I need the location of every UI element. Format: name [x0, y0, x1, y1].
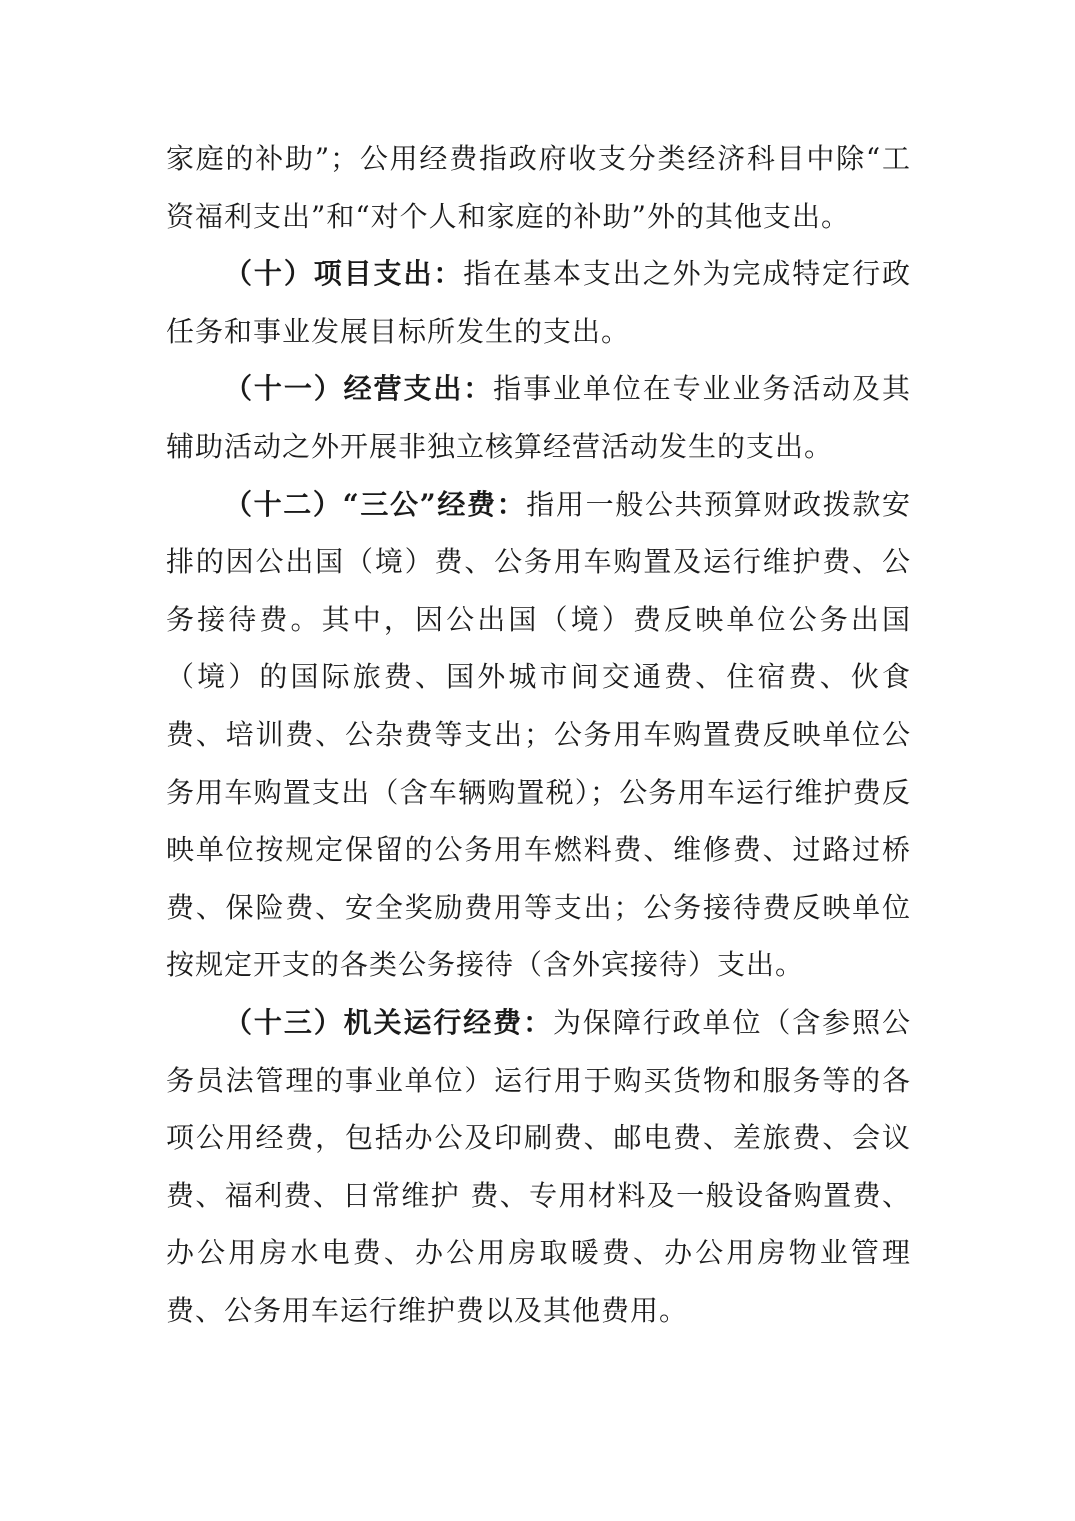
document-body: [166, 130, 911, 1339]
paragraph-heading: （十二）“三公”经费：: [224, 487, 527, 521]
paragraph-heading: （十三）机关运行经费：: [224, 1005, 553, 1039]
paragraph-text: 指用一般公共预算财政拨款安排的因公出国（境）费、公务用车购置及运行维护费、公务接待费。其中，因公出国（境）费反映单位公务出国（境）的国际旅费、国外城市间交通费、住宿费、伙食费、培训费、公杂费等支出；公务用车购置费反映单位公务用车购置支出（含车辆购置税）；公务用车运行维护费反映单位按规定保留的公务用车燃料费、维修费、过路过桥费、保险费、安全奖励费用等支出；公务接待费反映单位按规定开支的各类公务接待（含外宾接待）支出。: [166, 487, 911, 982]
paragraph-heading: （十）项目支出：: [224, 257, 464, 291]
paragraph-text: 指事业单位在专业业务活动及其辅助活动之外开展非独立核算经营活动发生的支出。: [166, 372, 911, 463]
paragraph-text: 为保障行政单位（含参照公务员法管理的事业单位）运行用于购买货物和服务等的各项公用经费，包括办公及印刷费、邮电费、差旅费、会议费、福利费、日常维护 费、专用材料及一般设备购置费、办公用房水电费、办公用房取暖费、办公用房物业管理费、公务用车运行维护费以及其他费用。: [166, 1005, 911, 1327]
paragraph-project-expenditure: [166, 245, 911, 360]
paragraph-three-public-expenses: [166, 476, 911, 994]
paragraph-agency-operating-funds: [166, 994, 911, 1340]
paragraph-heading: （十一）经营支出：: [224, 372, 494, 406]
paragraph-text: 家庭的补助”；公用经费指政府收支分类经济科目中除“工资福利支出”和“对个人和家庭的补助”外的其他支出。: [166, 142, 911, 233]
paragraph-operating-expenditure: [166, 360, 911, 475]
paragraph-continuation: [166, 130, 911, 245]
paragraph-text: 指在基本支出之外为完成特定行政任务和事业发展目标所发生的支出。: [166, 257, 911, 348]
